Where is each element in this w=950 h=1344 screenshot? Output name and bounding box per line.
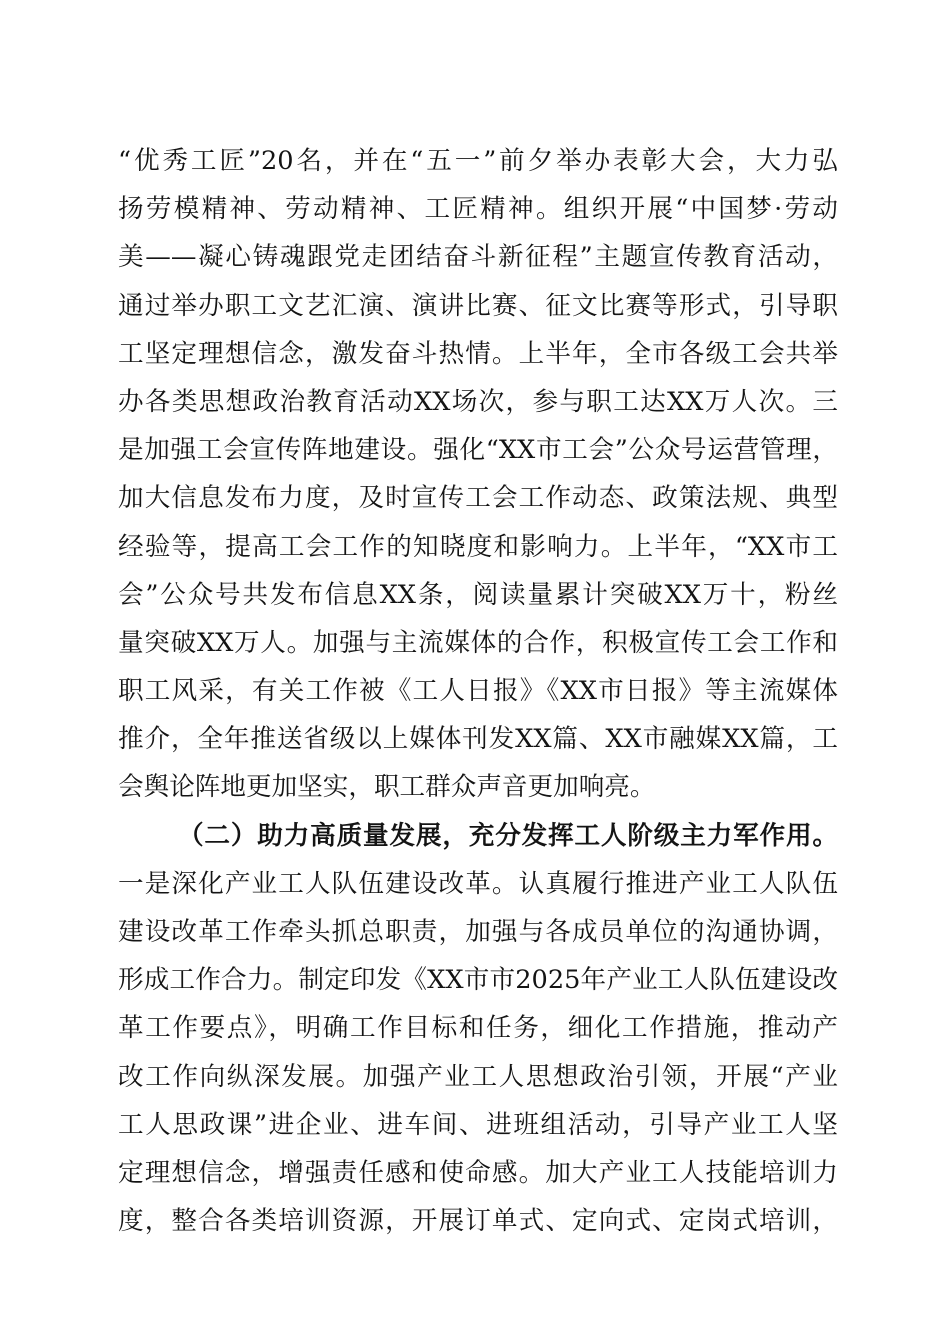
text-line: 建设改革工作牵头抓总职责，加强与各成员单位的沟通协调，	[118, 917, 838, 947]
text-line: 通过举办职工文艺汇演、演讲比赛、征文比赛等形式，引导职	[118, 290, 838, 321]
text-line: 会”公众号共发布信息XX条，阅读量累计突破XX万十，粉丝	[118, 579, 838, 610]
text-line: 扬劳模精神、劳动精神、工匠精神。组织开展“中国梦·劳动	[118, 194, 838, 225]
document-body	[118, 137, 838, 1245]
text-line: 美——凝心铸魂跟党走团结奋斗新征程”主题宣传教育活动，	[118, 242, 838, 273]
text-line: 一是深化产业工人队伍建设改革。认真履行推进产业工人队伍	[118, 868, 838, 899]
text-line: 经验等，提高工会工作的知晓度和影响力。上半年，“XX市工	[118, 531, 838, 562]
text-line: 推介，全年推送省级以上媒体刊发XX篇、XX市融媒XX篇，工	[118, 724, 838, 755]
section-heading-line: （二）助力高质量发展，充分发挥工人阶级主力军作用。	[178, 820, 838, 851]
text-line: 职工风采，有关工作被《工人日报》《XX市日报》等主流媒体	[118, 676, 838, 707]
text-line: 是加强工会宣传阵地建设。强化“XX市工会”公众号运营管理，	[118, 435, 838, 466]
text-line: 定理想信念，增强责任感和使命感。加大产业工人技能培训力	[118, 1157, 838, 1188]
text-line: 改工作向纵深发展。加强产业工人思想政治引领，开展“产业	[118, 1061, 838, 1092]
text-line: 度，整合各类培训资源，开展订单式、定向式、定岗式培训，	[118, 1206, 838, 1237]
text-line: 形成工作合力。制定印发《XX市市2025年产业工人队伍建设改	[118, 965, 838, 996]
text-line: 会舆论阵地更加坚实，职工群众声音更加响亮。	[118, 772, 656, 803]
text-line: “优秀工匠”20名，并在“五一”前夕举办表彰大会，大力弘	[118, 146, 838, 176]
text-line: 办各类思想政治教育活动XX场次，参与职工达XX万人次。三	[118, 386, 838, 417]
text-line: 革工作要点》，明确工作目标和任务，细化工作措施，推动产	[118, 1013, 838, 1044]
text-line: 工坚定理想信念，激发奋斗热情。上半年，全市各级工会共举	[118, 338, 838, 369]
text-line: 工人思政课”进企业、进车间、进班组活动，引导产业工人坚	[118, 1109, 838, 1140]
text-line: 加大信息发布力度，及时宣传工会工作动态、政策法规、典型	[118, 483, 838, 514]
text-line: 量突破XX万人。加强与主流媒体的合作，积极宣传工会工作和	[118, 627, 838, 658]
